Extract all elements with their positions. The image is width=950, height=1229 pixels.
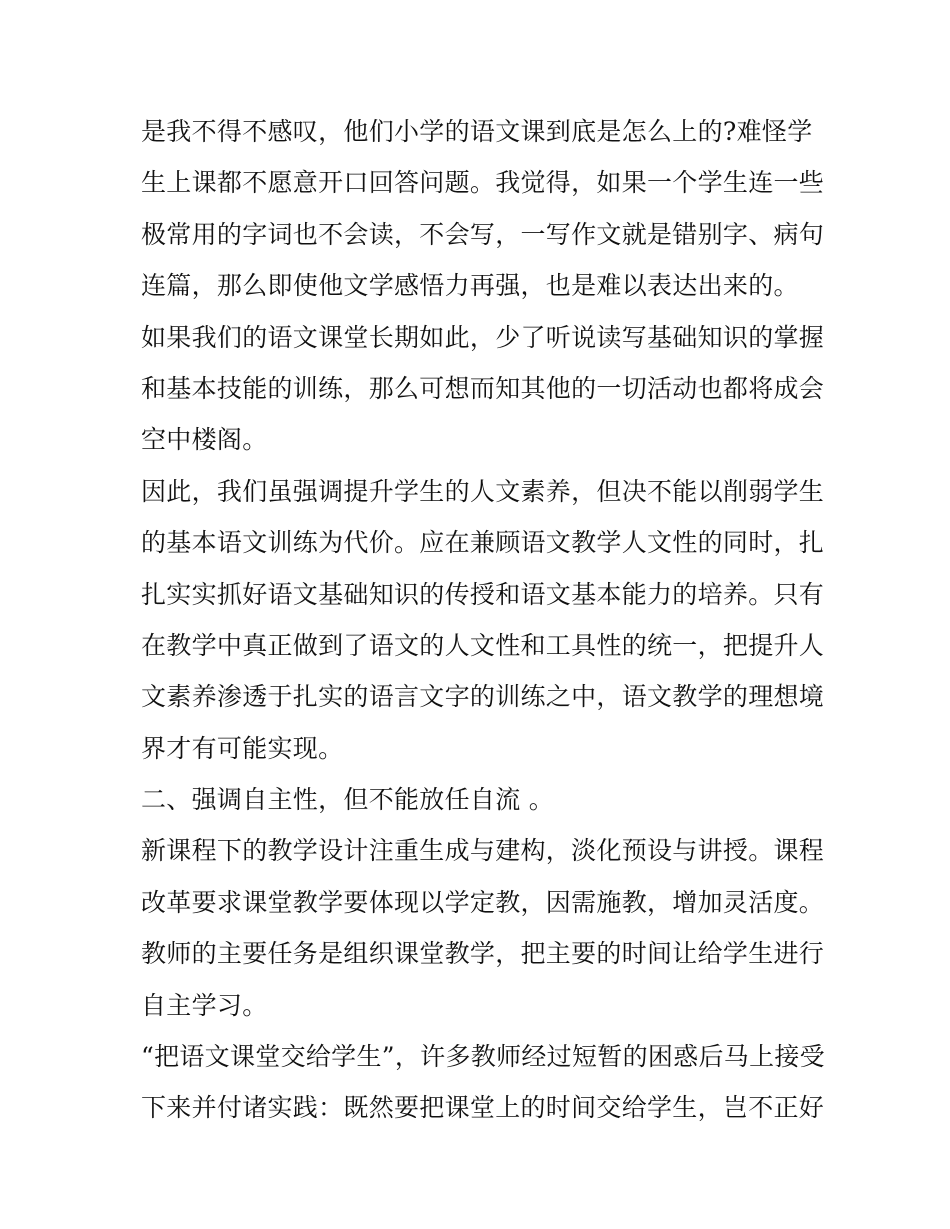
text-line-19: “把语文课堂交给学生”，许多教师经过短暂的困惑后马上接受 — [141, 1042, 825, 1072]
text-line-8: 因此，我们虽强调提升学生的人文素养，但决不能以削弱学生 — [141, 476, 825, 506]
text-line-12: 文素养渗透于扎实的语言文字的训练之中，语文教学的理想境 — [141, 682, 825, 712]
text-line-2: 生上课都不愿意开口回答问题。我觉得，如果一个学生连一些 — [141, 168, 825, 198]
text-line-5: 如果我们的语文课堂长期如此，少了听说读写基础知识的掌握 — [141, 322, 825, 352]
document-body — [141, 106, 825, 1134]
text-line-18: 自主学习。 — [141, 990, 268, 1020]
text-line-4: 连篇，那么即使他文学感悟力再强，也是难以表达出来的。 — [141, 271, 799, 301]
text-line-10: 扎实实抓好语文基础知识的传授和语文基本能力的培养。只有 — [141, 579, 825, 609]
text-line-16: 改革要求课堂教学要体现以学定教，因需施教，增加灵活度。 — [141, 887, 825, 917]
text-line-7: 空中楼阁。 — [141, 425, 268, 455]
text-line-13: 界才有可能实现。 — [141, 733, 344, 763]
section-heading: 二、强调自主性，但不能放任自流 。 — [141, 785, 555, 815]
text-line-11: 在教学中真正做到了语文的人文性和工具性的统一，把提升人 — [141, 630, 825, 660]
text-line-20: 下来并付诸实践：既然要把课堂上的时间交给学生，岂不正好 — [141, 1093, 825, 1123]
text-line-6: 和基本技能的训练，那么可想而知其他的一切活动也都将成会 — [141, 373, 825, 403]
text-line-1: 是我不得不感叹，他们小学的语文课到底是怎么上的?难怪学 — [141, 117, 813, 146]
text-line-15: 新课程下的教学设计注重生成与建构，淡化预设与讲授。课程 — [141, 836, 825, 866]
text-line-3: 极常用的字词也不会读，不会写，一写作文就是错别字、病句 — [141, 219, 825, 249]
text-line-9: 的基本语文训练为代价。应在兼顾语文教学人文性的同时，扎 — [141, 528, 825, 558]
text-line-17: 教师的主要任务是组织课堂教学，把主要的时间让给学生进行 — [141, 939, 825, 969]
